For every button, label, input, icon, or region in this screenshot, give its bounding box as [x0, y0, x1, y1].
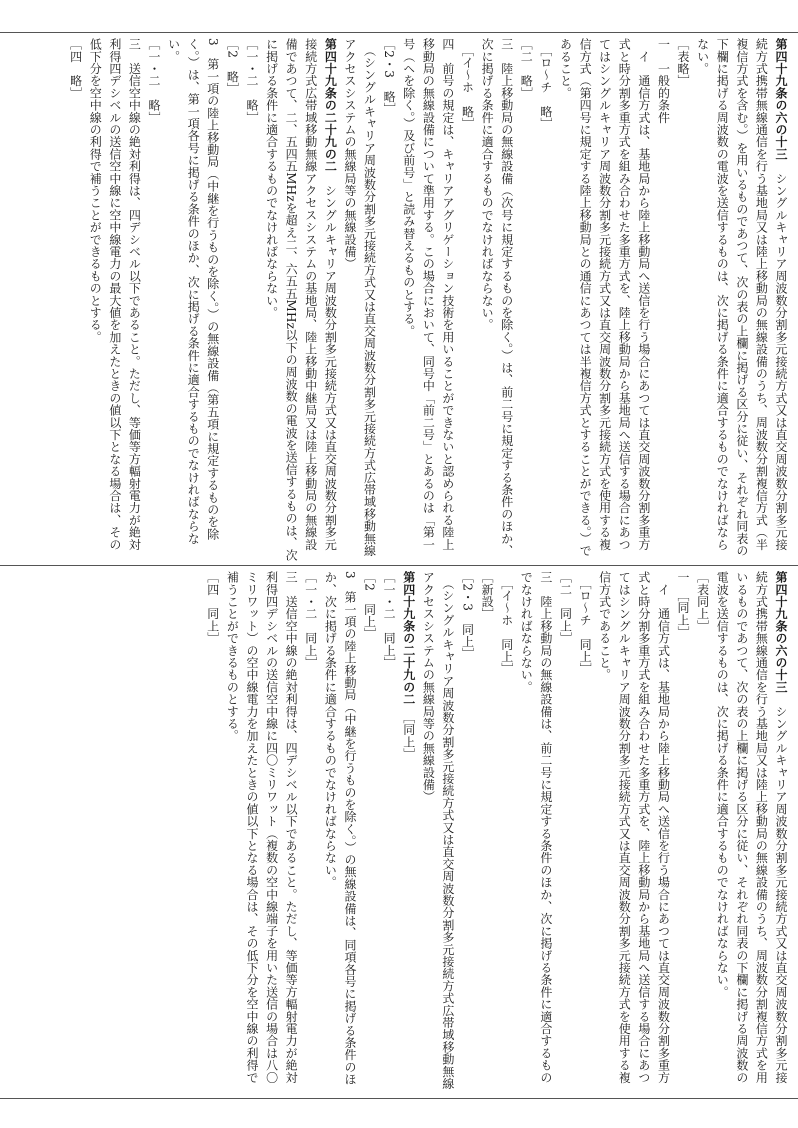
line-text: ［同上］ — [401, 705, 416, 761]
line-text: ［ロ～チ 略］ — [538, 38, 553, 130]
line-text: ［一・二 略］ — [147, 38, 161, 124]
text-line — [692, 38, 790, 562]
text-line — [241, 38, 261, 562]
text-line — [496, 571, 516, 1093]
line-text: ［一・二 略］ — [244, 38, 259, 124]
panel-divider — [0, 565, 798, 566]
text-line — [65, 38, 85, 562]
article-number: 第四十九条の六の十三 — [774, 38, 788, 160]
text-line — [300, 571, 320, 1093]
text-line — [398, 38, 457, 562]
line-text: ［一・二 同上］ — [382, 571, 397, 669]
revised-text-panel — [8, 38, 790, 562]
text-line — [143, 38, 163, 562]
article-number: 第四十九条の二十九の二 — [401, 571, 416, 706]
text-line — [379, 571, 399, 1093]
line-text: 3 第一項の陸上移動局（中継を行うものを除く。）の無線設備（第五項に規定するものを除く。）は、第一項各号に掲げる条件のほか、次に掲げる条件に適合するものでなければならない。 — [166, 38, 220, 545]
line-text: 3 第一項の陸上移動局（中継を行うものを除く。）の無線設備は、同項各号に掲げる条件のほか、次に掲げる条件に適合するものでなければならない。 — [323, 571, 357, 1086]
text-line — [457, 38, 477, 562]
line-text: ［一・二 同上］ — [303, 571, 318, 669]
line-text: ［2 略］ — [225, 38, 240, 95]
line-text: シングルキャリア周波数分割多元接続方式又は直交周波数分割多元接続方式携帯無線通信を行う基地局又は陸上移動局の無線設備のうち、周波数分割複信方式を用いるものであつて、次の表の上欄に掲げる区分に従い、それぞれ同表の下欄に掲げる周波数の電波を送信するものは、次に掲げる条件に適合するものでなければならない。 — [715, 571, 788, 1084]
line-text: ［表略］ — [676, 38, 691, 87]
line-text: 一 ［同上］ — [676, 571, 691, 639]
current-text-body — [202, 571, 790, 1093]
text-line — [398, 571, 418, 1093]
article-number: 第四十九条の二十九の二 — [323, 38, 338, 173]
text-line — [477, 38, 516, 562]
text-line — [418, 571, 457, 1093]
text-line — [516, 571, 555, 1093]
line-text: 四 前号の規定は、キャリアアグリゲーション技術を用いることができないと認められる陸上移動局の無線設備について準用する。この場合において、同号中「前二号」とあるのは「第一号（ヘを除く。）及び前号」と読み替えるものとする。 — [401, 38, 455, 551]
text-line — [574, 571, 594, 1093]
line-text: ［新設］ — [480, 571, 495, 620]
line-text: （シングルキャリア周波数分割多元接続方式又は直交周波数分割多元接続方式広帯域移動無線アクセスシステムの無線局等の無線設備） — [342, 38, 377, 557]
text-line — [516, 38, 536, 562]
text-line — [555, 571, 575, 1093]
article-number: 第四十九条の六の十三 — [774, 571, 788, 693]
text-line — [555, 38, 653, 562]
line-text: 一 一般的条件 — [656, 38, 671, 124]
text-line — [535, 38, 555, 562]
line-text: シングルキャリア周波数分割多元接続方式又は直交周波数分割多元接続方式携帯無線通信を行う基地局又は陸上移動局の無線設備のうち、周波数分割複信方式（半複信方式を含む。）を用いるものであつて、次の表の上欄に掲げる区分に従い、それぞれ同表の下欄に掲げる周波数の電波を送信するものは、次に掲げる条件に適合するものでなければならない。 — [695, 38, 788, 557]
line-text: 三 送信空中線の絶対利得は、四デシベル以下であること。ただし、等価等方輻射電力が絶対利得四デシベルの送信空中線に空中線電力の最大値を加えたときの値以下となる場合は、その低下分を空中線の利得で補うことができるものとする。 — [88, 38, 142, 551]
line-text: ［イ～ホ 略］ — [460, 38, 475, 130]
text-line — [712, 571, 790, 1093]
line-text: ［二 同上］ — [558, 571, 573, 645]
line-text: 三 陸上移動局の無線設備（次号に規定するものを除く。）は、前二号に規定する条件のほか、次に掲げる条件に適合するものでなければならない。 — [480, 38, 514, 557]
text-line — [359, 571, 379, 1093]
line-text: 三 陸上移動局の無線設備は、前二号に規定する条件のほか、次に掲げる条件に適合するものでなければならない。 — [519, 571, 553, 1084]
line-text: イ 通信方式は、基地局から陸上移動局へ送信を行う場合にあつては直交周波数分割多重方式と時分割多重方式を組み合わせた多重方式を、陸上移動局から基地局へ送信する場合にあつてはシングルキャリア周波数分割多元接続方式又は直交周波数分割多元接続方式を使用する複信方式であること。 — [597, 571, 671, 1084]
text-line — [202, 571, 222, 1093]
line-text: ［イ～ホ 同上］ — [499, 571, 514, 675]
text-line — [672, 571, 692, 1093]
text-line — [85, 38, 144, 562]
line-text: ［2 同上］ — [362, 571, 377, 640]
line-text: ［2・3 同上］ — [460, 571, 475, 660]
line-text: ［四 略］ — [68, 38, 83, 99]
text-line — [379, 38, 399, 562]
line-text: （シングルキャリア周波数分割多元接続方式又は直交周波数分割多元接続方式広帯域移動無線アクセスシステムの無線局等の無線設備） — [421, 571, 455, 1090]
line-text: ［表同上］ — [695, 571, 710, 632]
text-line — [222, 571, 300, 1093]
text-line — [692, 571, 712, 1093]
revised-text-body — [65, 38, 790, 562]
text-line — [339, 38, 378, 562]
text-line — [222, 38, 242, 562]
text-line — [261, 38, 339, 562]
text-line — [477, 571, 497, 1093]
text-line — [320, 571, 359, 1093]
current-text-panel — [8, 571, 790, 1093]
line-text: ［2・3 略］ — [382, 38, 397, 115]
text-line — [653, 38, 673, 562]
line-text: ［二 略］ — [519, 38, 534, 99]
text-line — [594, 571, 672, 1093]
line-text: ［ロ～チ 同上］ — [578, 571, 593, 675]
text-line — [457, 571, 477, 1093]
text-line — [163, 38, 222, 562]
line-text: イ 通信方式は、基地局から陸上移動局へ送信を行う場合にあつては直交周波数分割多重方式と時分割多重方式を組み合わせた多重方式を、陸上移動局から基地局へ送信する場合にあつてはシングルキャリア周波数分割多元接続方式又は直交周波数分割多元接続方式を使用する複信方式（第四号に規定する陸上移動局との通信にあつては半複信方式とすることができる。）であること。 — [558, 38, 651, 557]
text-line — [672, 38, 692, 562]
line-text: ［四 同上］ — [205, 571, 220, 645]
line-text: シングルキャリア周波数分割多元接続方式又は直交周波数分割多元接続方式広帯域移動無線アクセスシステムの基地局、陸上移動中継局又は陸上移動局の無線設備であつて、二、五四五MHzを超え二、六五五MHz以下の周波数の電波を送信するものは、次に掲げる条件に適合するものでなければならない。 — [264, 38, 338, 561]
bottom-border — [0, 1098, 798, 1099]
top-border — [0, 32, 798, 33]
line-text: 三 送信空中線の絶対利得は、四デシベル以下であること。ただし、等価等方輻射電力が絶対利得四デシベルの送信空中線に四〇ミリワット（複数の空中線端子を用いた送信の場合は八〇ミリワット）の空中線電力を加えたときの値以下となる場合は、その低下分を空中線の利得で補うことができるものとする。 — [225, 571, 299, 1084]
